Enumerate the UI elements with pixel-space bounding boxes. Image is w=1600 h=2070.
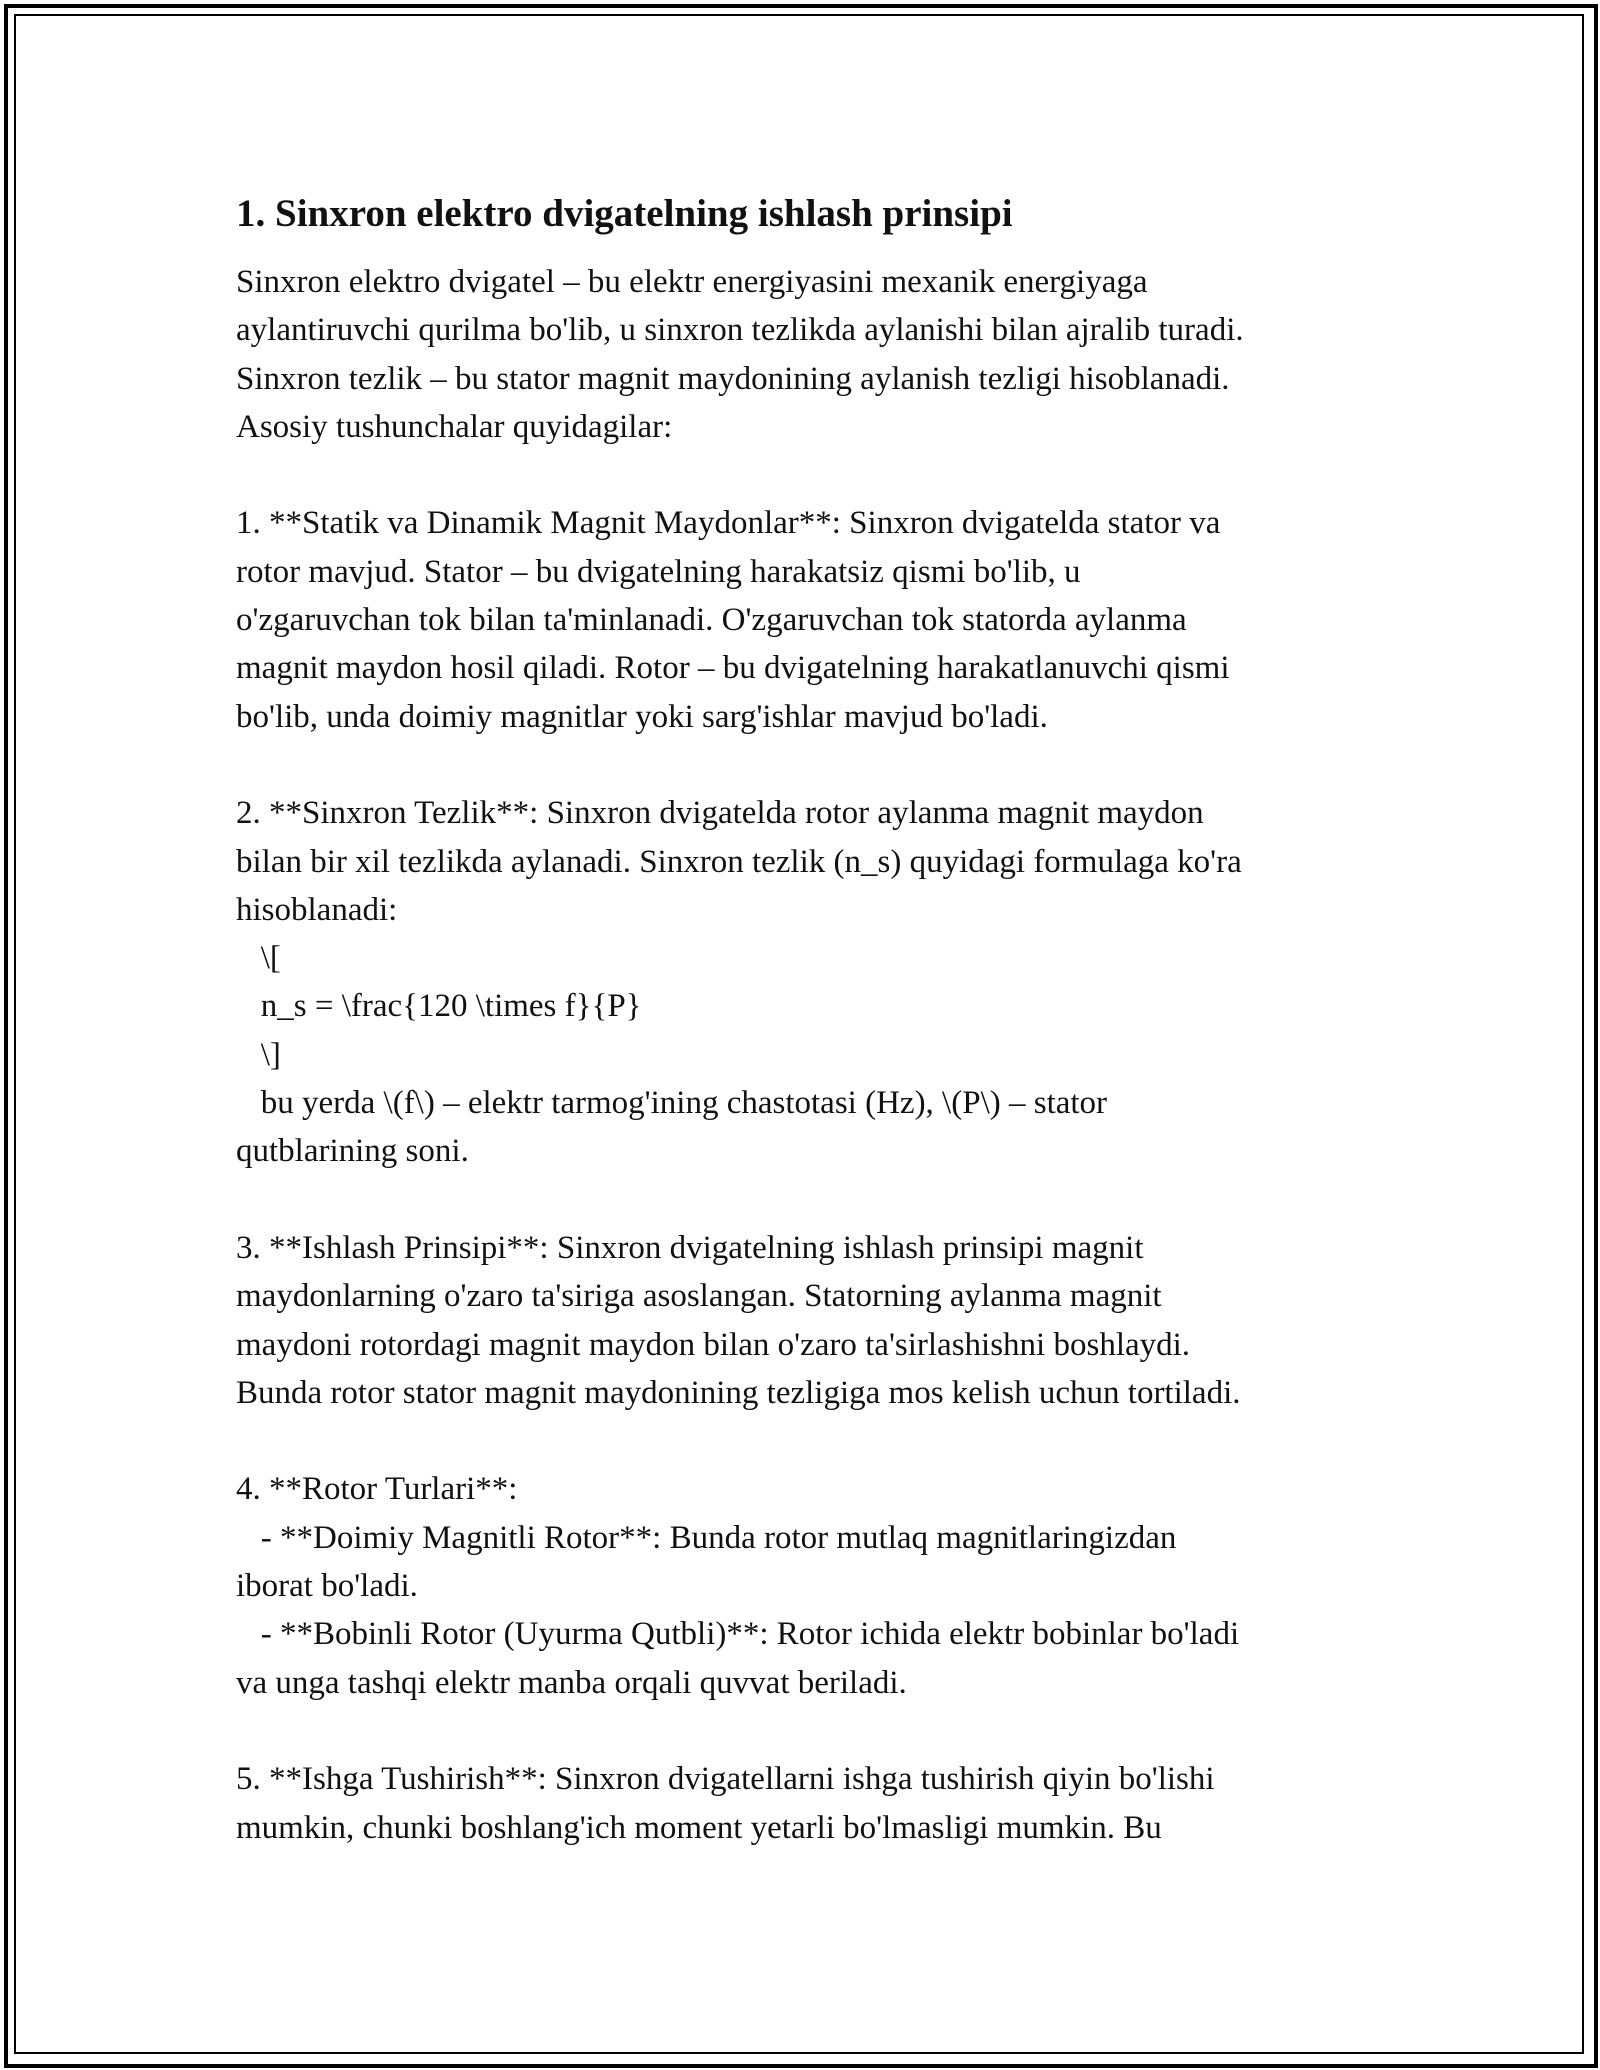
document-content	[236, 188, 1416, 1852]
document-body: Sinxron elektro dvigatel – bu elektr energiyasini mexanik energiyaga aylantiruvchi qurilma bo'lib, u sinxron tezlikda aylanishi bilan ajralib turadi. Sinxron tezlik – bu stator magnit maydonining aylanish tezligi hisoblanadi. Asosiy tushunchalar quyidagilar: 1. **Statik va Dinamik Magnit Maydonlar**: Sinxron dvigatelda stator va rotor mavjud. Stator – bu dvigatelning harakatsiz qismi bo'lib, u o'zgaruvchan tok bilan ta'minlanadi. O'zgaruvchan tok statorda aylanma magnit maydon hosil qiladi. Rotor – bu dvigatelning harakatlanuvchi qismi bo'lib, unda doimiy magnitlar yoki sarg'ishlar mavjud bo'ladi. 2. **Sinxron Tezlik**: Sinxron dvigatelda rotor aylanma magnit maydon bilan bir xil tezlikda aylanadi. Sinxron tezlik (n_s) quyidagi formulaga ko'ra hisoblanadi: \[ n_s = \frac{120 \times f}{P} \] bu yerda \(f\) – elektr tarmog'ining chastotasi (Hz), \(P\) – stator qutblarining soni. 3. **Ishlash Prinsipi**: Sinxron dvigatelning ishlash prinsipi magnit maydonlarning o'zaro ta'siriga asoslangan. Statorning aylanma magnit maydoni rotordagi magnit maydon bilan o'zaro ta'sirlashishni boshlaydi. Bunda rotor stator magnit maydonining tezligiga mos kelish uchun tortiladi. 4. **Rotor Turlari**: - **Doimiy Magnitli Rotor**: Bunda rotor mutlaq magnitlaringizdan iborat bo'ladi. - **Bobinli Rotor (Uyurma Qutbli)**: Rotor ichida elektr bobinlar bo'ladi va unga tashqi elektr manba orqali quvvat beriladi. 5. **Ishga Tushirish**: Sinxron dvigatellarni ishga tushirish qiyin bo'lishi mumkin, chunki boshlang'ich moment yetarli bo'lmasligi mumkin. Bu	[236, 264, 1244, 1846]
document-title: 1. Sinxron elektro dvigatelning ishlash prinsipi	[236, 192, 1013, 235]
